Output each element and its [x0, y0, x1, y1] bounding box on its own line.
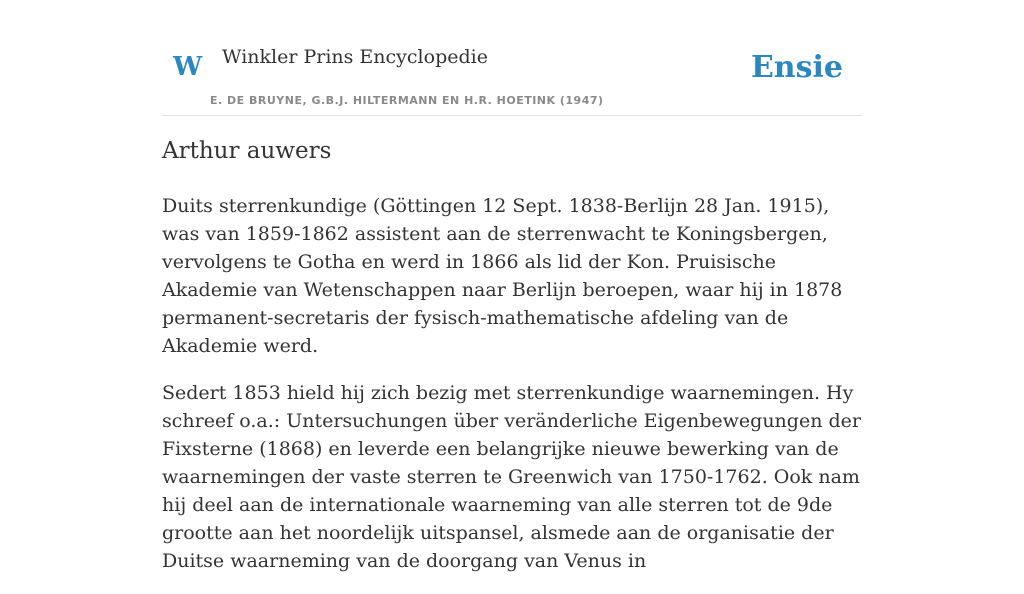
page-container — [162, 0, 862, 572]
brand-logo-link[interactable]: Ensie — [750, 50, 843, 85]
source-logo: W — [173, 52, 203, 82]
source-header — [162, 0, 862, 116]
source-title[interactable]: Winkler Prins Encyclopedie — [222, 46, 488, 68]
article-body — [162, 192, 862, 594]
article-title: Arthur auwers — [162, 138, 332, 164]
article-paragraph: Duits sterrenkundige (Göttingen 12 Sept. 1838-Berlijn 28 Jan. 1915), was van 1859-1862 assistent aan de sterrenwacht te Koningsbergen, vervolgens te Gotha en werd in 1866 als lid der Kon. Pruisische Akademie van Wetenschappen naar Berlijn beroepen, waar hij in 1878 permanent-secretaris der fysisch-mathematische afdeling van de Akademie werd. — [162, 195, 843, 357]
source-authors: E. DE BRUYNE, G.B.J. HILTERMANN EN H.R. HOETINK (1947) — [210, 94, 604, 107]
article-paragraph: Sedert 1853 hield hij zich bezig met sterrenkundige waarnemingen. Hy schreef o.a.: Untersuchungen über veränderliche Eigenbewegungen der Fixsterne (1868) en leverde een belangrijke nieuwe bewerking van de waarnemingen der vaste sterren te Greenwich van 1750-1762. Ook nam hij deel aan de internationale waarneming van alle sterren tot de 9de grootte aan het noordelijk uitspansel, alsmede aan de organisatie der Duitse waarneming van de doorgang van Venus in — [162, 382, 861, 572]
